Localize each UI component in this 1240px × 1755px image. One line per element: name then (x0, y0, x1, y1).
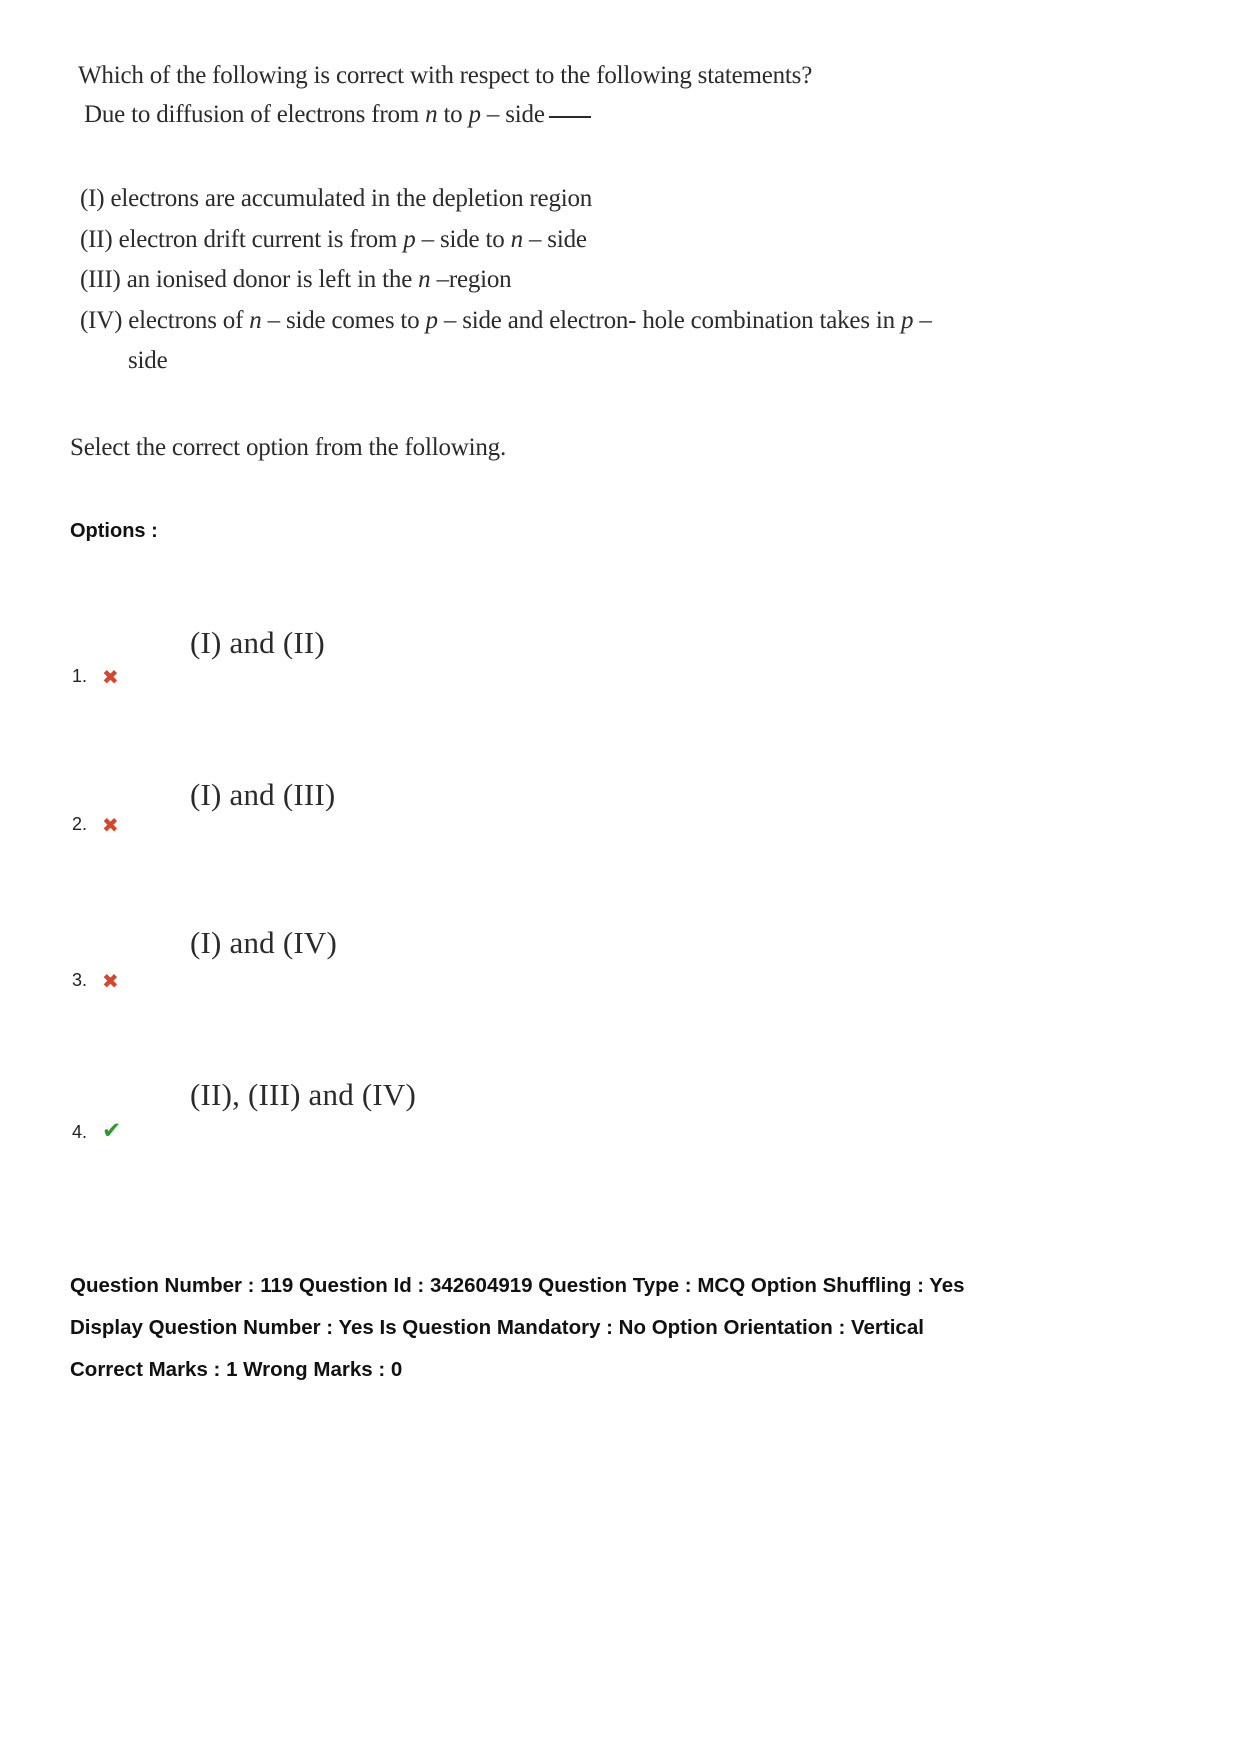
statement-2-text-a: electron drift current is from (112, 225, 404, 253)
question-metadata (70, 1265, 1170, 1391)
metadata-line-1: Question Number : 119 Question Id : 342604919 Question Type : MCQ Option Shuffling : Yes (70, 1273, 965, 1297)
option-row[interactable] (70, 717, 1170, 865)
statement-4-label: (IV) (80, 306, 123, 334)
options-label: Options : (70, 519, 158, 542)
statement-list (80, 179, 1170, 382)
option-row[interactable] (70, 1013, 1170, 1161)
cross-icon: ✖ (102, 664, 119, 689)
statement-4-continuation: side (128, 347, 168, 374)
statement-3-text-b: –region (430, 266, 512, 293)
statement-2-label: (II) (80, 225, 113, 253)
prompt-italic-n: n (425, 100, 438, 128)
cross-icon: ✖ (102, 968, 119, 993)
option-row[interactable] (70, 865, 1170, 1013)
option-4-number: 4. (72, 1121, 88, 1142)
question-prompt-line-1: Which of the following is correct with respect to the following statements? (78, 62, 813, 89)
statement-1-text: electrons are accumulated in the depletion region (104, 185, 593, 212)
select-instruction: Select the correct option from the following. (70, 433, 507, 461)
statement-3-italic-n: n (418, 266, 431, 293)
statement-2-italic-n: n (510, 225, 523, 253)
metadata-line-3: Correct Marks : 1 Wrong Marks : 0 (70, 1357, 403, 1381)
prompt-part-b: to (437, 100, 469, 128)
statement-2-text-c: – side (522, 225, 587, 253)
option-3-text[interactable]: (I) and (IV) (190, 924, 337, 960)
option-2-number: 2. (72, 813, 88, 834)
question-prompt-line-2 (84, 99, 1170, 132)
option-2-text[interactable]: (I) and (III) (190, 776, 336, 812)
check-icon: ✔ (102, 1117, 122, 1144)
metadata-line-2: Display Question Number : Yes Is Question Mandatory : No Option Orientation : Vertical (70, 1315, 924, 1339)
statement-3-label: (III) (80, 266, 121, 293)
statement-4-text-c: – side and electron- hole combination takes in (437, 306, 901, 334)
statement-2 (80, 220, 1170, 261)
statement-2-italic-p: p (403, 225, 416, 253)
statement-4-italic-n: n (249, 306, 262, 334)
option-1-text[interactable]: (I) and (II) (190, 624, 325, 660)
statement-4 (80, 301, 1170, 342)
cross-icon: ✖ (102, 812, 119, 837)
question-stem (70, 60, 1170, 131)
statement-4-text-d: – (913, 306, 932, 334)
statement-4-italic-p-2: p (901, 306, 914, 334)
prompt-part-c: – side (480, 100, 545, 128)
statement-2-text-b: – side to (415, 225, 511, 253)
statement-3 (80, 260, 1170, 301)
option-1-number: 1. (72, 665, 88, 686)
prompt-italic-p: p (468, 100, 481, 128)
statement-4-italic-p-1: p (425, 306, 438, 334)
statement-1-label: (I) (80, 185, 105, 212)
option-4-text[interactable]: (II), (III) and (IV) (190, 1076, 417, 1112)
statement-1 (80, 179, 1170, 220)
statement-3-text-a: an ionised donor is left in the (120, 266, 419, 293)
blank-underline (549, 116, 591, 118)
statement-4-text-b: – side comes to (261, 306, 426, 334)
prompt-part-a: Due to diffusion of electrons from (84, 100, 426, 128)
option-row[interactable] (70, 569, 1170, 717)
statement-4-text-a: electrons of (122, 306, 250, 334)
option-3-number: 3. (72, 969, 88, 990)
